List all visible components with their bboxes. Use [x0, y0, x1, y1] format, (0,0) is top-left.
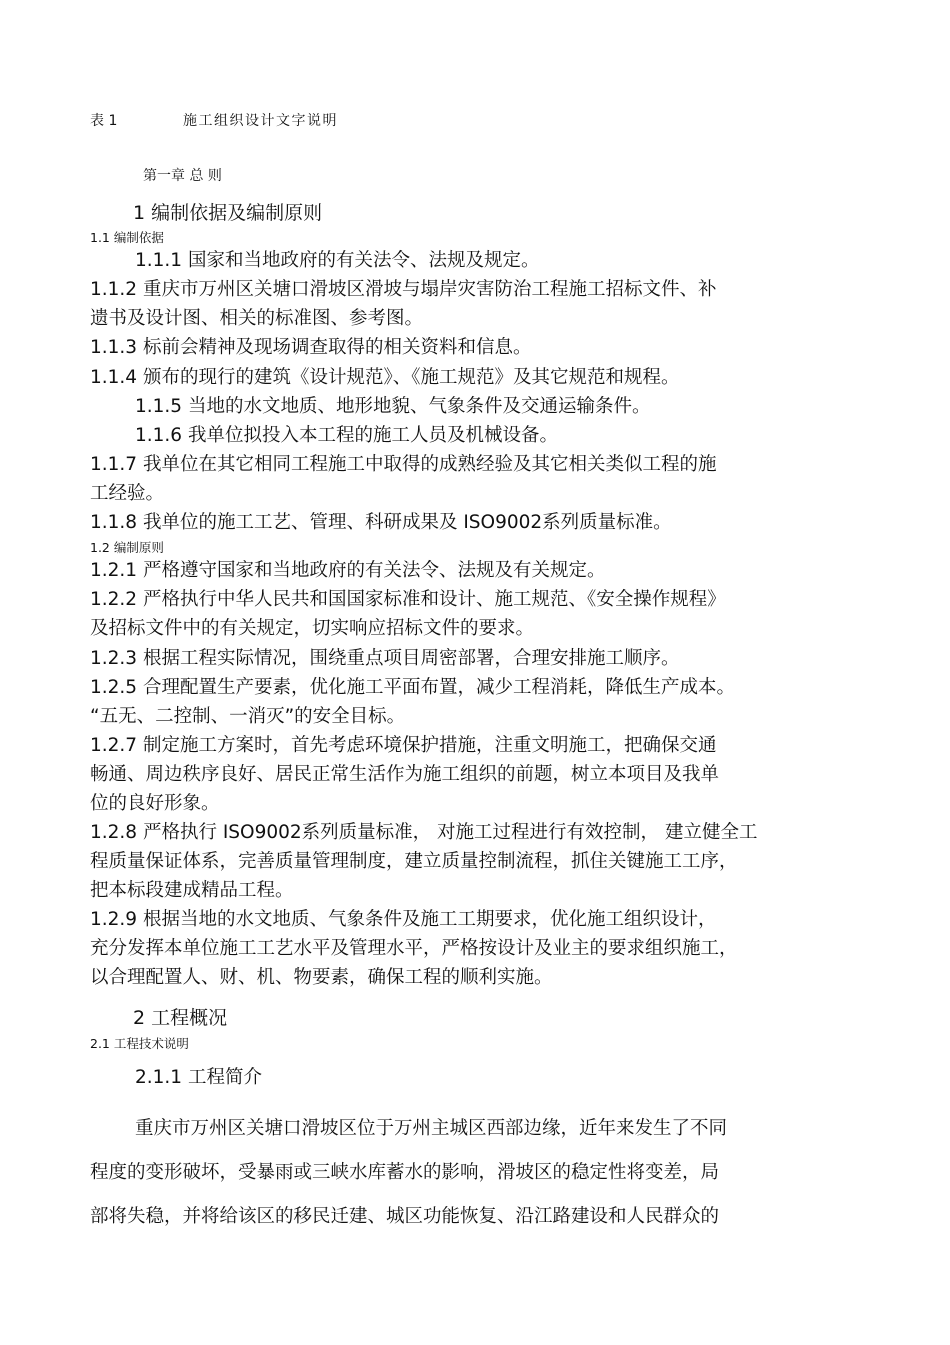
- item-1-1-6: 1.1.6 我单位拟投入本工程的施工人员及机械设备。: [135, 425, 558, 446]
- intro-line-3: 部将失稳，并将给该区的移民迁建、城区功能恢复、沿江路建设和人民群众的: [90, 1206, 720, 1227]
- item-1-2-8-line3: 把本标段建成精品工程。: [90, 880, 294, 901]
- intro-line-2: 程度的变形破坏，受暴雨或三峡水库蓄水的影响，滑坡区的稳定性将变差，局: [90, 1162, 720, 1183]
- item-1-2-8-line2: 程质量保证体系，完善质量管理制度，建立质量控制流程，抓住关键施工工序，: [90, 851, 738, 872]
- chapter-title: 第一章 总 则: [143, 168, 222, 184]
- item-1-2-7-line1: 1.2.7 制定施工方案时，首先考虑环境保护措施，注重文明施工，把确保交通: [90, 735, 717, 756]
- subsection-1-2: 1.2 编制原则: [90, 540, 164, 555]
- item-1-2-9-line3: 以合理配置人、财、机、物要素，确保工程的顺利实施。: [90, 967, 553, 988]
- item-1-1-7-line2: 工经验。: [90, 483, 165, 504]
- item-1-1-1: 1.1.1 国家和当地政府的有关法令、法规及规定。: [135, 250, 540, 271]
- item-1-1-3: 1.1.3 标前会精神及现场调查取得的相关资料和信息。: [90, 337, 532, 358]
- item-1-2-7-line3: 位的良好形象。: [90, 793, 220, 814]
- item-1-2-2-line1: 1.2.2 严格执行中华人民共和国国家标准和设计、施工规范、《安全操作规程》: [90, 589, 726, 610]
- intro-line-1: 重庆市万州区关塘口滑坡区位于万州主城区西部边缘，近年来发生了不同: [135, 1118, 728, 1139]
- item-1-1-7-line1: 1.1.7 我单位在其它相同工程施工中取得的成熟经验及其它相关类似工程的施: [90, 454, 717, 475]
- item-1-2-9-line1: 1.2.9 根据当地的水文地质、气象条件及施工工期要求，优化施工组织设计，: [90, 909, 717, 930]
- item-1-2-2-line2: 及招标文件中的有关规定，切实响应招标文件的要求。: [90, 618, 535, 639]
- item-2-1-1: 2.1.1 工程简介: [135, 1067, 262, 1088]
- table-label: 表 1: [90, 113, 118, 129]
- item-1-1-2-line2: 遗书及设计图、相关的标准图、参考图。: [90, 308, 424, 329]
- item-1-2-1: 1.2.1 严格遵守国家和当地政府的有关法令、法规及有关规定。: [90, 560, 606, 581]
- item-1-2-7-line2: 畅通、周边秩序良好、居民正常生活作为施工组织的前题，树立本项目及我单: [90, 764, 720, 785]
- item-1-1-4: 1.1.4 颁布的现行的建筑《设计规范》、《施工规范》及其它规范和规程。: [90, 367, 680, 388]
- item-1-2-3: 1.2.3 根据工程实际情况，围绕重点项目周密部署，合理安排施工顺序。: [90, 648, 680, 669]
- item-1-2-5-line2: “五无、二控制、一消灭”的安全目标。: [90, 706, 406, 727]
- subsection-2-1: 2.1 工程技术说明: [90, 1036, 189, 1051]
- item-1-2-5-line1: 1.2.5 合理配置生产要素，优化施工平面布置，减少工程消耗，降低生产成本。: [90, 677, 735, 698]
- subsection-1-1: 1.1 编制依据: [90, 230, 164, 245]
- item-1-2-9-line2: 充分发挥本单位施工工艺水平及管理水平，严格按设计及业主的要求组织施工，: [90, 938, 738, 959]
- item-1-2-8-line1: 1.2.8 严格执行 ISO9002系列质量标准， 对施工过程进行有效控制， 建立健全工: [90, 822, 758, 843]
- item-1-1-8: 1.1.8 我单位的施工工艺、管理、科研成果及 ISO9002系列质量标准。: [90, 512, 672, 533]
- section-2-heading: 2 工程概况: [133, 1007, 228, 1029]
- table-title: 施工组织设计文字说明: [183, 113, 338, 129]
- section-1-heading: 1 编制依据及编制原则: [133, 202, 323, 224]
- item-1-1-5: 1.1.5 当地的水文地质、地形地貌、气象条件及交通运输条件。: [135, 396, 651, 417]
- item-1-1-2-line1: 1.1.2 重庆市万州区关塘口滑坡区滑坡与塌岸灾害防治工程施工招标文件、补: [90, 279, 717, 300]
